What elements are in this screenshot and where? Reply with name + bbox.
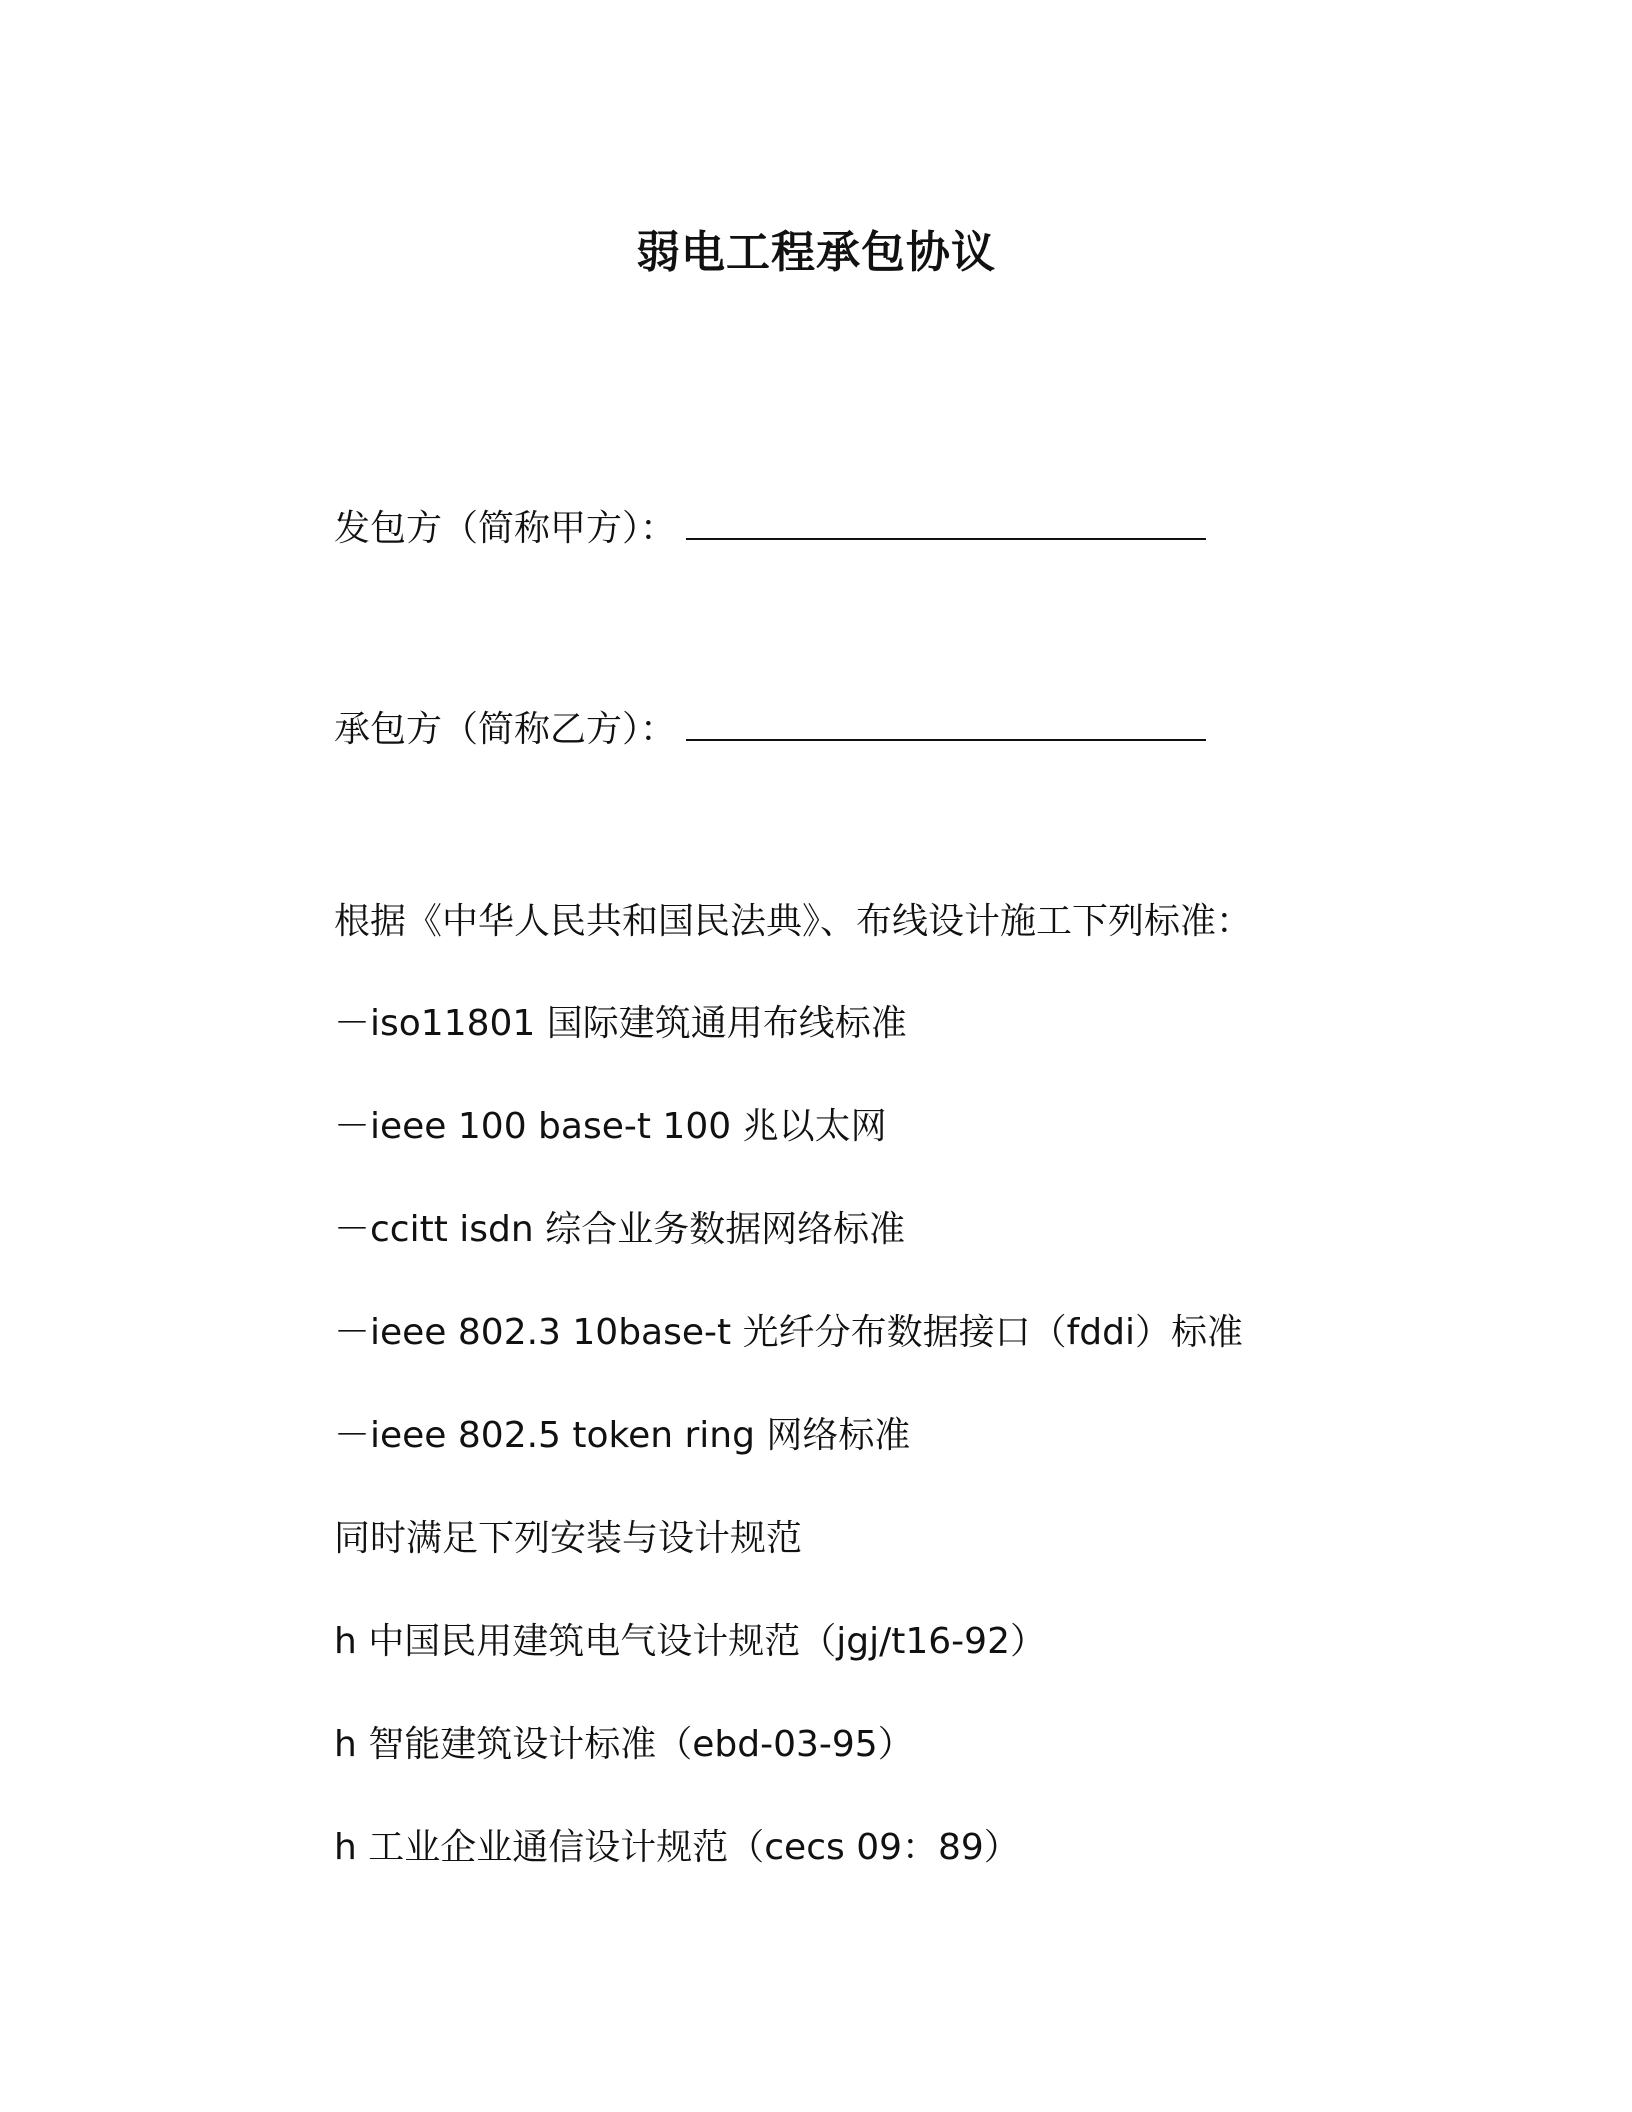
- specification-line: h 工业企业通信设计规范（cecs 09：89）: [334, 1827, 1020, 1868]
- standard-line: －iso11801 国际建筑通用布线标准: [334, 1003, 907, 1044]
- standard-line: －ccitt isdn 综合业务数据网络标准: [334, 1209, 906, 1250]
- party-b-line: [334, 703, 1206, 754]
- party-a-label: 发包方（简称甲方）：: [334, 508, 677, 549]
- intro-line: 根据《中华人民共和国民法典》、布线设计施工下列标准：: [334, 901, 1253, 942]
- party-b-blank[interactable]: [686, 703, 1206, 741]
- document-title: 弱电工程承包协议: [636, 227, 996, 278]
- specification-line: h 智能建筑设计标准（ebd-03-95）: [334, 1724, 914, 1765]
- standard-line: －ieee 100 base-t 100 兆以太网: [334, 1106, 887, 1147]
- party-b-label: 承包方（简称乙方）：: [334, 709, 677, 750]
- party-a-line: [334, 502, 1206, 553]
- section-line: 同时满足下列安装与设计规范: [334, 1518, 803, 1559]
- standard-line: －ieee 802.5 token ring 网络标准: [334, 1415, 911, 1456]
- specification-line: h 中国民用建筑电气设计规范（jgj/t16-92）: [334, 1621, 1046, 1662]
- party-a-blank[interactable]: [686, 502, 1206, 540]
- standard-line: －ieee 802.3 10base-t 光纤分布数据接口（fddi）标准: [334, 1312, 1243, 1353]
